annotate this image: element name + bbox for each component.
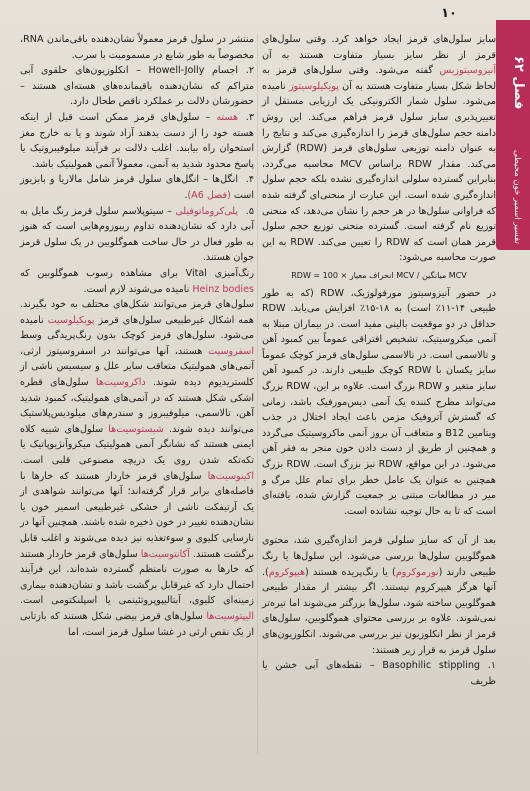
list-item (20, 63, 254, 110)
text-run: انگل‌ها – انگل‌های سلول قرمز شامل مالاریا و بابزیوز است (20, 174, 254, 201)
chapter-label: فصل ۶۲ (511, 56, 526, 110)
column-divider (257, 34, 258, 754)
left-text-column (20, 32, 254, 640)
highlighted-term: الیپتوسیت‌ها (206, 610, 254, 622)
text-run: رنگ‌آمیزی Vital برای مشاهده رسوب هموگلوبین که (20, 267, 254, 279)
text-run: سلول‌های شبیه کلاه ایمنی هستند که نشانگر آنمی همولیتیک میکروآنژیوپاتیک یا تکه‌تکه شدن روی یک دریچه مصنوعی قلبی است. (20, 423, 254, 467)
text-run: Basophilic stippling – نقطه‌های آبی خشن یا ظریف (262, 660, 496, 687)
text-run: سلول‌های قرمز می‌توانند شکل‌های مختلف به خود بگیرند. همه اشکال غیرطبیعی سلول‌های قرمز (20, 299, 254, 326)
paragraph (20, 32, 254, 63)
highlighted-term: اکینوسیت‌ها (207, 470, 254, 482)
list-item (20, 172, 254, 203)
highlighted-term: هیپوکروم (268, 566, 306, 578)
text-run: سلول‌های قطره اشکی شکل هستند که در آنمی‌های همولیتیک، کمبود شدید آهن، تالاسمی، میلوفیبروز و سندرم‌های میلودیس‌پلاستیک می‌توانند دیده شوند. (20, 377, 255, 435)
text-run: . (184, 189, 188, 201)
text-run: ). آنها هرگز هیپرکروم نیستند. اگر بیشتر از مقدار طبیعی هموگلوبین ساخته شود، سلول‌ها بزرگتر می‌شوند اما تیره‌تر نمی‌شوند. علاوه بر بررسی محتوای هموگلوبین، سلول‌های قرمز از نظر انکلوزیون نیز بررسی می‌شوند. انکلوزیون‌های سلول قرمز به قرار زیر هستند: (262, 566, 496, 656)
list-number: ۲. (245, 65, 254, 77)
list-number: ۴. (245, 174, 254, 186)
paragraph (20, 297, 254, 640)
list-number: ۵. (245, 205, 254, 217)
text-run: سلول‌های قرمز خاردار هستند که خارها به صورت نامنظم گسترده شده‌اند. این فرآیند احتمال دارد که غیرقابل برگشت باشد و نشان‌دهنده بیماری زمینه‌ای کلیوی، آبتالیپوپروتئینمی یا اسپلنکتومی است. (20, 548, 254, 607)
text-run: ) یا رنگ‌پریده هستند ( (305, 566, 396, 578)
text-run: سلول‌های قرمز بیضی شکل هستند که بازتابی از یک نقص ارثی در غشا سلول قرمز است، اما (20, 610, 254, 638)
chapter-title: تفسیر اسمیر خون محیطی (512, 150, 522, 244)
highlighted-term: Heinz bodies (192, 283, 254, 295)
text-run: نامیده می‌شود. سلول شمار الکترونیکی یک ارزیابی مستقل از تغییرپذیری سایز سلول قرمز فراهم می‌کند. این روش دامنه حجم سلول‌های قرمز را اندازه‌گیری می‌کند و نتایج را به عنوان دامنه توزیعی سلول‌های قرمز (RDW) گزارش می‌کند. مقدار RDW براساس MCV محاسبه می‌گردد، بنابراین گسترده سلولی اندازه‌گیری نشده بلکه حجم سلول اندازه‌گیری شده است. این عبارت از منحنی‌ای گرفته شده که فراوانی سلول‌ها در هر حجم را نشان می‌دهد، که منحنی توزیع نام گرفته است. گسترده منحنی توزیع حجم سلول قرمز همان است که RDW را تعیین می‌کند. RDW به این صورت محاسبه می‌شود: (262, 80, 497, 264)
text-run: اجسام Howell-Jolly – انکلوزیون‌های حلقوی آبی متراکم که نشان‌دهنده باقیمانده‌های هسته‌ای هستند – حضورشان دلالت بر عملکرد ناقص طحال دارد. (20, 65, 254, 108)
list-item (262, 658, 496, 689)
list-item (20, 204, 254, 266)
highlighted-term: داکروسیت‌ها (95, 377, 146, 389)
highlighted-term: نورموکروم (395, 566, 439, 578)
page-number: ۱۰ (441, 6, 457, 21)
paragraph (20, 266, 254, 297)
paragraph (262, 32, 496, 266)
text-run: منتشر در سلول قرمز معمولاً نشان‌دهنده باقی‌ماندن RNA، مخصوصاً به طور شایع در مسمومیت با سرب. (20, 34, 254, 61)
highlighted-term: اسفروسیت (208, 345, 254, 357)
right-text-column (262, 32, 496, 689)
highlighted-term: آنیزوسیتوزیس (439, 65, 496, 77)
text-run: سلول‌های قرمز خاردار هستند که خارها با فاصله‌های برابر قرار گرفته‌اند؛ آنها می‌توانند شواهدی از یک آرتیفکت ناشی از خشکی غیرطبیعی اسمیر خون یا نشان‌دهنده تغییر در خون ذخیره شده باشند. همچنین آنها در نارسایی کلیوی و سوءتغذیه نیز دیده می‌شوند و اغلب قابل برگشت هستند. (20, 470, 254, 560)
list-number: ۳. (245, 111, 254, 123)
text-run: نامیده می‌شوند لازم است. (83, 283, 193, 295)
highlighted-term: شیستوسیت‌ها (108, 423, 164, 435)
text-run: هستند، آنها می‌توانند در اسفروسیتوز ارثی، آنمی‌های همولیتیک متعاقب سایر علل و سیسیس ناشی از کلستریدیوم دیده شوند. (20, 345, 254, 389)
chapter-tab (496, 20, 530, 250)
paragraph (262, 286, 496, 520)
paragraph (262, 533, 496, 658)
list-number: ۱. (487, 660, 496, 672)
list-item (20, 110, 254, 172)
highlighted-term: آکانتوسیت‌ها (140, 548, 190, 560)
highlighted-term: هسته (216, 111, 238, 123)
text-run: بعد از آن که سایز سلولی قرمز اندازه‌گیری شد، محتوی هموگلوبین سلول‌ها بررسی می‌شود. این سلول‌ها یا رنگ طبیعی دارند ( (262, 535, 497, 578)
highlighted-term: (فصل A6) (187, 189, 231, 201)
rdw-formula: RDW = 100 × انحراف معیار MCV / میانگین MCV (291, 270, 467, 280)
text-run: گفته می‌شود. وقتی سلول‌های قرمز به لحاظ شکل بسیار متفاوت هستند به آن (262, 65, 497, 92)
text-run: – سیتوپلاسم سلول قرمز رنگ مایل به آبی دارد که نشان‌دهنده تداوم ریبوزوم‌هایی است که هنوز به طور فعال در حال ساخت هموگلوبین در یک سلول قرمز جوان هستند. (20, 205, 254, 264)
text-run: سایز سلول‌های قرمز ایجاد خواهد کرد. وقتی سلول‌های قرمز از نظر سایز بسیار متفاوت هستند به آن (262, 34, 496, 61)
highlighted-term: پلی‌کروماتوفیلی (175, 205, 238, 217)
highlighted-term: پویکیلوسیتوز (288, 80, 339, 92)
text-run: در حضور آنیزوسیتوز مورفولوژیک، RDW (که به طور طبیعی ۱۴-۱۱٪ است) به ۱۸-۱۵٪ افزایش می‌یابد. RDW حداقل در دو موقعیت بالینی مفید است. در بیماران مبتلا به آنمی میکروسیتیک، تشخیص افتراقی عموماً بین کمبود آهن و تالاسمی است. در تالاسمی سلول‌های قرمز کوچک عموماً سایز یکسان با RDW کوچک طبیعی دارند. در کمبود آهن سایز متغیر و RDW بزرگ است. علاوه بر این، RDW بزرگ می‌تواند مطرح کننده یک آنمی دیس‌مورفیک باشد، زمانی که گسترش آتروفیک مزمن باعث ایجاد اختلال در جذب ویتامین B12 و متعاقب آن بروز آنمی ماکروسیتیک می‌گردد و همچنین از طریق از دست دادن خون منجر به فقر آهن می‌شود. در این مواقع، RDW نیز بزرگ است. RDW بزرگ همچنین به عنوان یک عامل خطر برای تمام علل مرگ و میر در مطالعات مبتنی بر جمعیت گزارش شده، یافته‌ای است که تا به حال توجیه نشانده است. (262, 287, 497, 517)
text-run: نامیده می‌شود. سلول‌های قرمز کوچک بدون رنگ‌پریدگی وسط (20, 314, 254, 342)
paragraph-gap (262, 519, 496, 533)
highlighted-term: پویکیلوسیت (47, 314, 95, 326)
text-run: – سلول‌های قرمز ممکن است قبل از اینکه هسته خود را از دست بدهند آزاد شوند و یا به خارج مغز استخوان راه بیابند. اغلب دلالت بر فرآیند میلوفیبروتیک یا پاسخ محدود شدید به آنمی، معمولاً آنمی همولیتیک باشد. (20, 111, 254, 170)
